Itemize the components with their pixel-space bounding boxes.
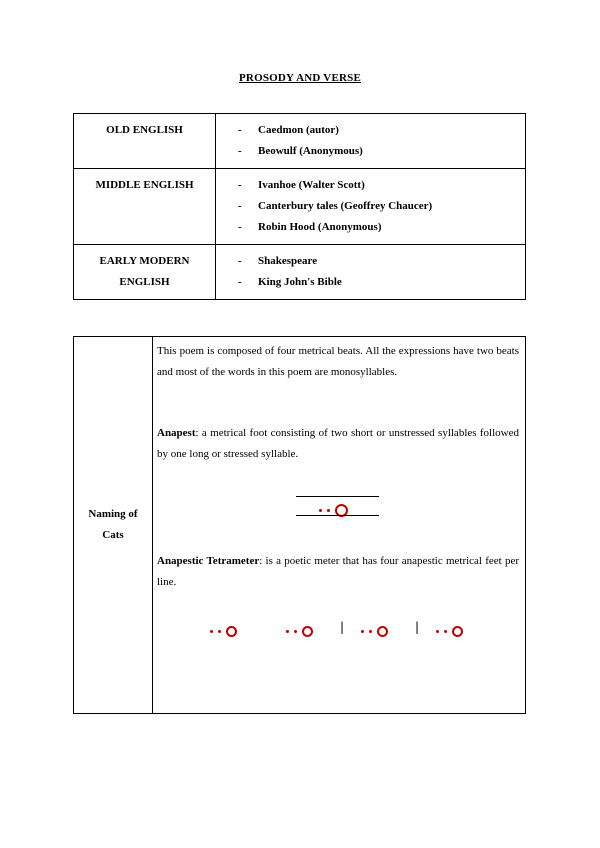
anapest-foot-3 bbox=[361, 620, 388, 641]
unstressed-icon bbox=[319, 509, 322, 512]
anapest-foot-1 bbox=[210, 620, 237, 641]
poem-notes bbox=[153, 337, 525, 713]
table-row bbox=[74, 169, 526, 245]
tetrameter-definition: Anapestic Tetrameter: is a poetic meter that has four anapestic metrical feet per line. bbox=[157, 555, 519, 588]
list-item: - Shakespeare bbox=[238, 255, 318, 267]
poem-title: Naming of Cats bbox=[74, 337, 153, 713]
table-row bbox=[74, 114, 526, 169]
foot-separator: | bbox=[340, 620, 345, 634]
stressed-icon bbox=[226, 626, 237, 637]
unstressed-icon bbox=[327, 509, 330, 512]
list-item: - King John's Bible bbox=[238, 276, 342, 288]
page-title: PROSODY AND VERSE bbox=[239, 72, 361, 84]
list-item: - Caedmon (autor) bbox=[238, 124, 339, 136]
anapest-foot-2 bbox=[286, 620, 313, 641]
intro-paragraph: This poem is composed of four metrical beats. All the expressions have two beats and most of the words in this poem are monosyllables. bbox=[157, 345, 519, 378]
stressed-icon bbox=[302, 626, 313, 637]
list-item: - Canterbury tales (Geoffrey Chaucer) bbox=[238, 200, 433, 212]
periods-table bbox=[73, 113, 526, 300]
anapest-symbol bbox=[319, 499, 348, 520]
anapest-foot-4 bbox=[436, 620, 463, 641]
foot-separator: | bbox=[415, 620, 420, 634]
works-cell bbox=[216, 245, 526, 300]
table-row bbox=[74, 245, 526, 300]
anapest-term: Anapest bbox=[157, 427, 196, 439]
tetrameter-term: Anapestic Tetrameter bbox=[157, 555, 260, 567]
stressed-icon bbox=[452, 626, 463, 637]
list-item: - Beowulf (Anonymous) bbox=[238, 145, 363, 157]
period-name: MIDDLE ENGLISH bbox=[74, 169, 216, 245]
poem-table bbox=[73, 336, 526, 714]
divider bbox=[296, 496, 379, 497]
period-name: EARLY MODERN ENGLISH bbox=[74, 245, 216, 300]
stressed-icon bbox=[377, 626, 388, 637]
period-name: OLD ENGLISH bbox=[74, 114, 216, 169]
works-cell bbox=[216, 114, 526, 169]
works-cell bbox=[216, 169, 526, 245]
anapest-definition: Anapest: a metrical foot consisting of two short or unstressed syllables followed by one long or stressed syllable. bbox=[157, 427, 519, 460]
divider bbox=[296, 515, 379, 516]
list-item: - Ivanhoe (Walter Scott) bbox=[238, 179, 365, 191]
list-item: - Robin Hood (Anonymous) bbox=[238, 221, 382, 233]
